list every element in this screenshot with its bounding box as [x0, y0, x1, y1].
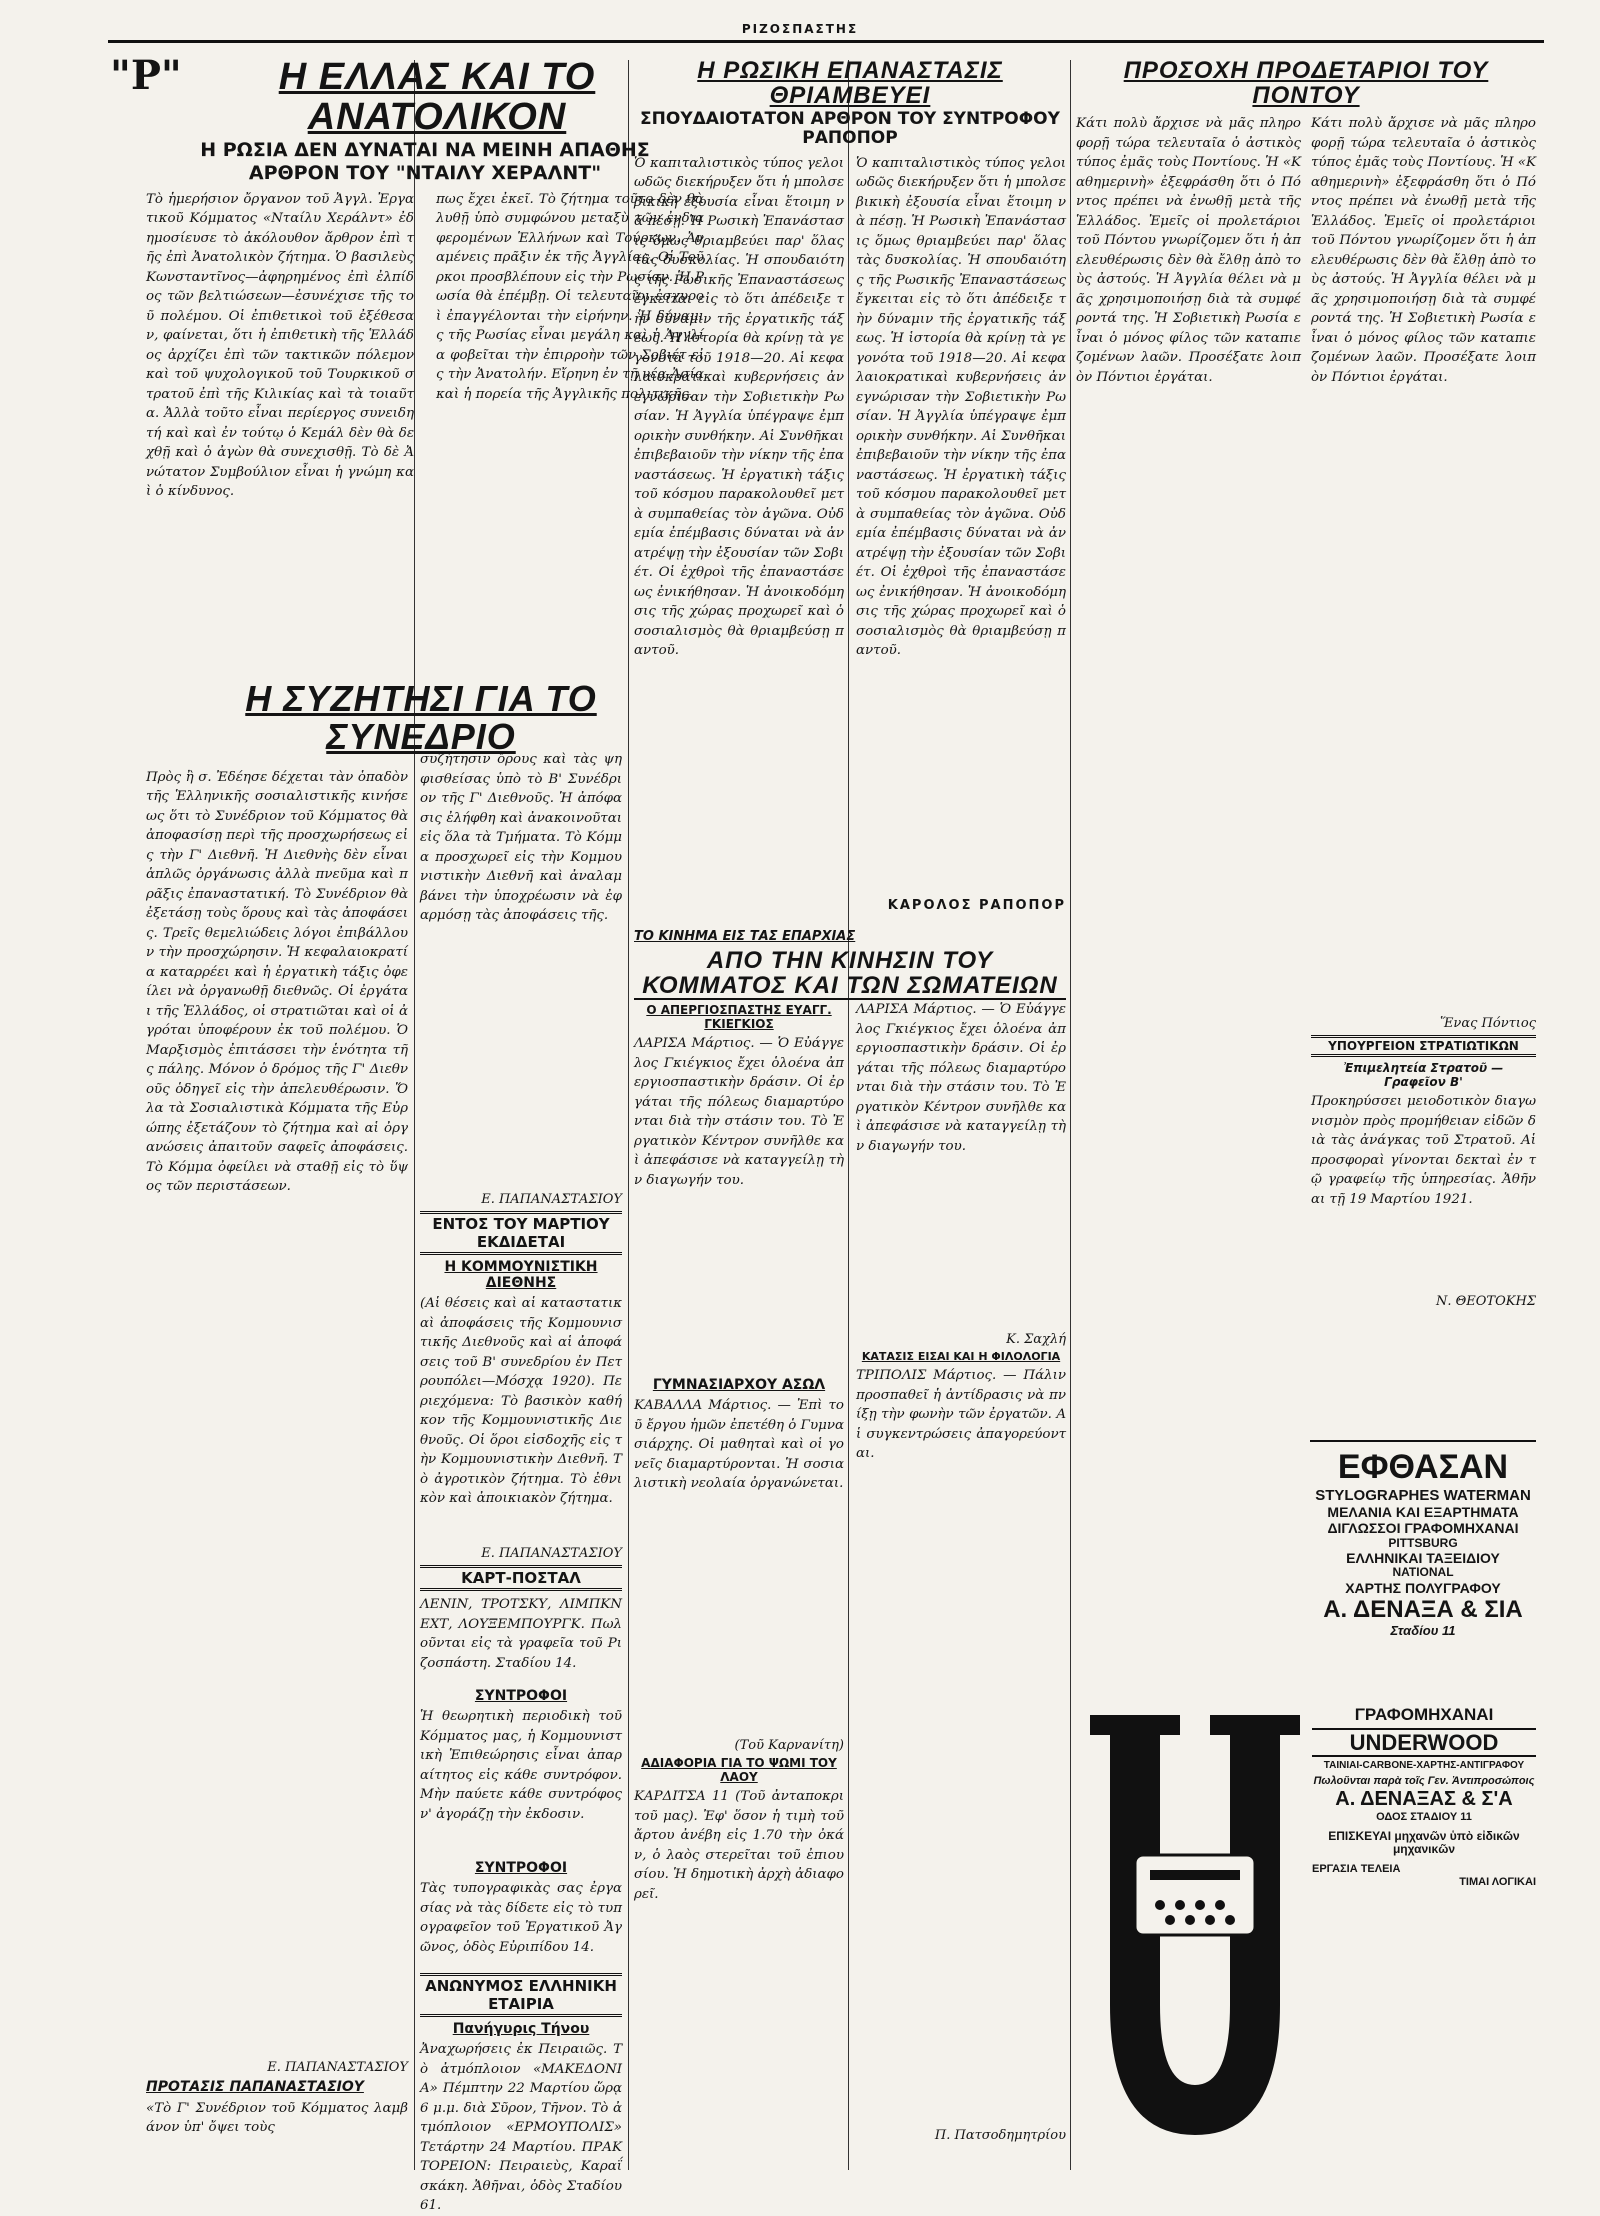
deck2: ΑΡΘΡΟΝ ΤΟΥ "ΝΤΑΙΛΥ ΧΕΡΑΛΝΤ"	[248, 161, 602, 184]
article-greece-eastern	[146, 58, 704, 670]
ad-line: Σταδίου 11	[1390, 1622, 1456, 1638]
ad-line: Α. ΔΕΝΑΞΑ & ΣΙΑ	[1323, 1596, 1523, 1624]
article-body: συζήτησιν ὅρους καὶ τὰς ψηφισθείσας ὑπὸ τὸ Β' Συνέδριον τῆς Γ' Διεθνοῦς. Ἡ ἀπόφασις ἐλήφθη καὶ ἀνακοινοῦται εἰς ὅλα τὰ Τμήματα. Τὸ Κόμμα προσχωρεῖ εἰς τὴν Κομμουνιστικὴν Διεθνῆ καὶ ἀναλαμβάνει τὴν ὑποχρέωσιν νὰ ἐφαρμόσῃ τὰς ἀποφάσεις τῆς.	[420, 752, 622, 923]
signature: Ε. ΠΑΠΑΝΑΣΤΑΣΙΟΥ	[481, 1546, 622, 1561]
underwood-u-logo	[1080, 1705, 1310, 2145]
notice-body: (Αἱ θέσεις καὶ αἱ καταστατικαὶ ἀποφάσεις τῆς Κομμουνιστικῆς Διεθνοῦς καὶ αἱ ἀποφάσεις τοῦ Β' συνεδρίου ἐν Πετρουπόλει—Μόσχᾳ 1920). Περιεχόμενα: Τὸ βασικὸν καθήκον τῆς Κομμουνιστικῆς Διεθνοῦς. Οἱ ὅροι εἰσδοχῆς εἰς τὴν Κομμουνιστικὴν Διεθνῆ. Τὸ ἀγροτικὸν ζήτημα. Τὸ ἐθνικὸν καὶ ἀποικιακὸν ζήτημα.	[420, 1296, 622, 1506]
ad-line: Πωλοῦνται παρὰ τοῖς Γεν. Ἀντιπροσώποις	[1313, 1775, 1535, 1788]
signature: Ἕνας Πόντιος	[1439, 1016, 1536, 1032]
ad-line: UNDERWOOD	[1312, 1728, 1536, 1757]
notice-subhead: Η ΚΟΜΜΟΥΝΙΣΤΙΚΗ ΔΙΕΘΝΗΣ	[444, 1259, 598, 1291]
ad-line: Α. ΔΕΝΑΞΑΣ & Σ'Α	[1335, 1787, 1513, 1810]
masthead-name: ΡΙΖΟΣΠΑΣΤΗΣ	[741, 22, 859, 36]
shipping-ad-subhead: Πανήγυρις Τήνου	[452, 2021, 590, 2037]
postcard-head: ΚΑΡΤ-ΠΟΣΤΑΛ	[420, 1565, 622, 1591]
signature: Κ. Σαχλή	[1006, 1332, 1066, 1348]
ad-line: ΜΕΛΑΝΙΑ ΚΑΙ ΕΞΑΡΤΗΜΑΤΑ	[1327, 1504, 1519, 1521]
headline: Η ΡΩΣΙΚΗ ΕΠΑΝΑΣΤΑΣΙΣ ΘΡΙΑΜΒΕΥΕΙ	[697, 57, 1003, 110]
column-2	[420, 750, 622, 2213]
comrades-body-2: Τὰς τυπογραφικὰς σας ἐργασίας νὰ τὰς δίδετε εἰς τὸ τυπογραφεῖον τοῦ Ἐργατικοῦ Ἀγῶνος, ὁδὸς Εὐριπίδου 14.	[420, 1881, 622, 1955]
section-title: ΠΡΟΤΑΣΙΣ ΠΑΠΑΝΑΣΤΑΣΙΟΥ	[146, 2078, 364, 2095]
article-russian-revolution	[634, 58, 1066, 917]
ministry-notice-head: ΥΠΟΥΡΓΕΙΟΝ ΣΤΡΑΤΙΩΤΙΚΩΝ	[1311, 1035, 1536, 1057]
kicker: ΤΟ ΚΙΝΗΜΑ ΕΙΣ ΤΑΣ ΕΠΑΡΧΙΑΣ	[634, 929, 856, 944]
masthead-rule	[108, 40, 1544, 43]
ad-line: PITTSBURG	[1388, 1535, 1458, 1550]
ad-line: ΕΡΓΑΣΙΑ ΤΕΛΕΙΑ	[1312, 1863, 1401, 1876]
report-body: ΚΑΒΑΛΛΑ Μάρτιος. — Ἐπὶ τοῦ ἔργου ἡμῶν ἐπετέθη ὁ Γυμνασιάρχης. Οἱ μαθηταὶ καὶ οἱ γονεῖς διαμαρτύρονται. Ἡ σοσιαλιστικὴ νεολαία ὀργανώνεται.	[634, 1398, 844, 1492]
article-body-cont: Ὁ καπιταλιστικὸς τύπος γελοιωδῶς διεκήρυξεν ὅτι ἡ μπολσεβικικὴ ἐξουσία εἶναι ἕτοιμη νὰ πέσῃ. Ἡ Ρωσικὴ Ἐπανάστασις ὅμως θριαμβεύει παρ' ὅλας τὰς δυσκολίας. Ἡ σπουδαιότης τῆς Ρωσικῆς Ἐπαναστάσεως ἔγκειται εἰς τὸ ὅτι ἀπέδειξε τὴν δύναμιν τῆς ἐργατικῆς τάξεως. Ἡ ἱστορία θὰ κρίνῃ τὰ γεγονότα τοῦ 1918—20. Αἱ κεφαλαιοκρατικαὶ κυβερνήσεις ἀνεγνώρισαν τὴν Σοβιετικὴν Ρωσίαν. Ἡ Ἀγγλία ὑπέγραψε ἐμπορικὴν συνθήκην. Αἱ Συνθῆκαι ἐπιβεβαιοῦν τὴν νίκην τῆς ἐπαναστάσεως. Ἡ ἐργατικὴ τάξις τοῦ κόσμου παρακολουθεῖ μετὰ συμπαθείας τὸν ἀγῶνα. Οὐδεμία ἐπέμβασις δύναται νὰ ἀνατρέψῃ τὴν ἐξουσίαν τῶν Σοβιέτ. Οἱ ἐχθροὶ τῆς ἐπαναστάσεως ἐνικήθησαν. Ἡ ἀνοικοδόμησις τῆς χώρας προχωρεῖ καὶ ὁ σοσιαλισμὸς θὰ θριαμβεύσῃ παντοῦ.	[856, 155, 1066, 659]
ad-line: ΤΑΙΝΙΑΙ-CARBONE-ΧΑΡΤΗΣ-ΑΝΤΙΓΡΑΦΟΥ	[1323, 1759, 1525, 1771]
subhead: Ο ΑΠΕΡΓΙΟΣΠΑΣΤΗΣ ΕΥΑΓΓ. ΓΚΙΕΓΚΙΟΣ	[646, 1003, 832, 1032]
waterman-ad	[1310, 1440, 1536, 1639]
ad-line: ΕΦΘΑΣΑΝ	[1337, 1448, 1509, 1486]
ad-line: NATIONAL	[1392, 1565, 1454, 1580]
comrades-head: ΣΥΝΤΡΟΦΟΙ	[474, 1688, 568, 1704]
report-body: ΚΑΡΔΙΤΣΑ 11 (Τοῦ ἀνταποκριτοῦ μας). Ἐφ' ὅσον ἡ τιμὴ τοῦ ἄρτου ἀνέβη εἰς 1.70 τὴν ὀκάν, ὁ λαὸς στερεῖται τοῦ ἐπιουσίου. Ἡ δημοτικὴ ἀρχὴ ἀδιαφορεῖ.	[634, 1789, 844, 1902]
comrades-body: Ἡ θεωρητικὴ περιοδικὴ τοῦ Κόμματος μας, ἡ Κομμουνιστικὴ Ἐπιθεώρησις εἶναι ἀπαραίτητος εἰς κάθε συντρόφον. Μὴν παύετε κάθε συντρόφος ν' ἀγοράζῃ τὴν ἐκδοσιν.	[420, 1709, 622, 1822]
ad-line: ΕΛΛΗΝΙΚΑΙ ΤΑΞΕΙΔΙΟΥ	[1346, 1550, 1500, 1567]
ad-line: ΔΙΓΛΩΣΣΟΙ ΓΡΑΦΟΜΗΧΑΝΑΙ	[1327, 1520, 1519, 1537]
ad-line: ΟΔΟΣ ΣΤΑΔΙΟΥ 11	[1376, 1810, 1472, 1823]
signature: (Τοῦ Καρνανίτη)	[734, 1738, 844, 1754]
headline: ΠΡΟΣΟΧΗ ΠΡΟΔΕΤΑΡΙΟΙ ΤΟΥ ΠΟΝΤΟΥ	[1123, 57, 1489, 110]
signature: Ε. ΠΑΠΑΝΑΣΤΑΣΙΟΥ	[481, 1192, 622, 1207]
subhead: ΓΥΜΝΑΣΙΑΡΧΟΥ ΑΣΩΛ	[652, 1377, 826, 1394]
shipping-ad-body: Ἀναχωρήσεις ἐκ Πειραιῶς. Τὸ ἀτμόπλοιον «ΜΑΚΕΔΟΝΙΑ» Πέμπτην 22 Μαρτίου ὥρᾳ 6 μ.μ. διὰ Σῦρον, Τῆνον. Τὸ ἀτμόπλοιον «ΕΡΜΟΥΠΟΛΙΣ» Τετάρτην 24 Μαρτίου. ΠΡΑΚΤΟΡΕΙΟΝ: Πειραιεὺς, Καραΐσκάκη. Ἀθῆναι, ὁδὸς Σταδίου 61.	[420, 2042, 622, 2213]
ministry-notice-body: Προκηρύσσει μειοδοτικὸν διαγωνισμὸν πρὸς προμήθειαν εἰδῶν διὰ τὰς ἀνάγκας τοῦ Στρατοῦ. Αἱ προσφοραὶ γίνονται δεκταὶ ἐν τῷ γραφείῳ τῆς ὑπηρεσίας. Ἀθῆναι τῇ 19 Μαρτίου 1921.	[1311, 1094, 1536, 1207]
ad-line: ΧΑΡΤΗΣ ΠΟΛΥΓΡΑΦΟΥ	[1345, 1580, 1501, 1597]
deck: ΣΠΟΥΔΑΙΟΤΑΤΟΝ ΑΡΘΡΟΝ ΤΟΥ ΣΥΝΤΡΟΦΟΥ ΡΑΠΟΠΟΡ	[640, 109, 1060, 149]
signature: Ε. ΠΑΠΑΝΑΣΤΑΣΙΟΥ	[267, 2059, 408, 2075]
section-body: «Τὸ Γ' Συνέδριον τοῦ Κόμματος λαμβάνον ὑπ' ὄψει τοὺς	[146, 2100, 408, 2136]
ad-line: ΤΙΜΑΙ ΛΟΓΙΚΑΙ	[1459, 1875, 1536, 1888]
column-rule	[1070, 60, 1071, 2170]
article-body-cont: πως ἔχει ἐκεῖ. Τὸ ζήτημα τοῦτο δὲν θὰ λυθῇ ὑπὸ συμφώνου μεταξὺ τῶν ἐνδιαφερομένων Ἑλλήνων καὶ Τούρκων. Ἀναμένεις πρᾶξιν ἐκ τῆς Ἀγγλίας. Οἱ Τοῦρκοι προσβλέπουν εἰς τὴν Ρωσίαν. Ἡ Ρωσία θὰ ἐπέμβῃ. Οἱ τελευταῖοι ἐσχυροὶ ἐπαγγέλονται τὴν εἰρήνην. Ἡ δύναμις τῆς Ρωσίας εἶναι μεγάλη καὶ ἡ Ἀγγλία φοβεῖται τὴν ἐπιρροὴν τῶν Σοβιέτ εἰς τὴν Ἀνατολήν. Εἴρηνη ἐν τῇ νέᾳ Ἀσίᾳ καὶ ἡ πορεία τῆς Ἀγγλικῆς πολιτικῆς.	[436, 191, 704, 402]
ministry-notice-subhead: Ἐπιμελητεία Στρατοῦ — Γραφεῖον Β'	[1343, 1061, 1504, 1090]
article-body: Τὸ ἡμερήσιον ὄργανον τοῦ Ἀγγλ. Ἐργατικοῦ Κόμματος «Νταίλυ Χεράλντ» ἐδημοσίευσε τὸ ἀκόλουθον ἄρθρον ἐπὶ τῆς ἐπὶ Ἀνατολικὸν ζήτημα. Ὁ βασιλεὺς Κωνσταντῖνος—ἀφηρημένος ἐπὶ ἐλπίδος τῶν βελτιώσεων—ἐσυνέχισε τῆς τοῦ πολέμου. Οἱ ἐπιθετικοὶ τοῦ ἐξέθεσαν, φαίνεται, ὅτι ἡ ἐπιθετικὴ τῆς Ἑλλάδος ἀρχίζει ἐπὶ τῶν τακτικῶν πόλεμον καὶ τοῦ ψυχολογικοῦ τοῦ Τουρκικοῦ στρατοῦ ἐπὶ τῆς Κιλικίας καὶ τὰ τοιαῦτα. Ἀλλὰ τοῦτο εἶναι περίεργος συνειδητή καὶ καὶ ἐν τούτῳ ὁ Κεμάλ δὲν θὰ δεχθῇ καὶ ὁ ἀγὼν θὰ συνεχισθῇ. Τὸ δὲ Ἀνώτατον Συμβούλιον εἶναι ἡ γνώμη καὶ ὁ κίνδυνος.	[146, 191, 414, 500]
report-body: ΤΡΙΠΟΛΙΣ Μάρτιος. — Πάλιν προσπαθεῖ ἡ ἀντίδρασις νὰ πνίξῃ τὴν φωνὴν τῶν ἐργατῶν. Αἱ συγκεντρώσεις ἀπαγορεύονται.	[856, 1368, 1066, 1462]
article-party-movement	[634, 925, 1066, 2207]
article-pontus	[1076, 58, 1536, 1674]
deck: Η ΡΩΣΙΑ ΔΕΝ ΔΥΝΑΤΑΙ ΝΑ ΜΕΙΝΗ ΑΠΑΘΗΣ	[200, 138, 650, 161]
ad-line: STYLOGRAPHES WATERMAN	[1315, 1487, 1531, 1505]
ad-line: ΕΠΙΣΚΕΥΑΙ μηχανῶν ὑπὸ εἰδικῶν μηχανικῶν	[1328, 1828, 1520, 1857]
headline: Η ΕΛΛΑΣ ΚΑΙ ΤΟ ΑΝΑΤΟΛΙΚΟΝ	[278, 56, 596, 138]
subhead: ΑΔΙΑΦΟΡΙΑ ΓΙΑ ΤΟ ΨΩΜΙ ΤΟΥ ΛΑΟΥ	[641, 1756, 837, 1785]
subhead: ΚΑΤΑΣΙΣ ΕΙΣΑΙ ΚΑΙ Η ΦΙΛΟΛΟΓΙΑ	[861, 1350, 1061, 1364]
report-body: ΛΑΡΙΣΑ Μάρτιος. — Ὁ Εὐάγγελος Γκιέγκιος ἔχει ὁλοένα ἀπεργιοσπαστικὴν δράσιν. Οἱ ἐργάται τῆς πόλεως διαμαρτύρονται διὰ τὴν στάσιν του. Τὸ Ἐργατικὸν Κέντρον συνῆλθε καὶ ἀπεφάσισε νὰ καταγγείλῃ τὴν διαγωγήν του.	[634, 1036, 844, 1188]
shipping-ad-head: ΑΝΩΝΥΜΟΣ ΕΛΛΗΝΙΚΗ ΕΤΑΙΡΙΑ	[420, 1973, 622, 2017]
headline: Η ΣΥΖΗΤΗΣΙ ΓΙΑ ΤΟ ΣΥΝΕΔΡΙΟ	[245, 678, 597, 757]
postcard-body: ΛΕΝΙΝ, ΤΡΟΤΣΚΥ, ΛΙΜΠΚΝΕΧΤ, ΛΟΥΞΕΜΠΟΥΡΓΚ. Πωλοῦνται εἰς τὰ γραφεῖα τοῦ Ριζοσπάστη. Σταδίου 14.	[420, 1597, 622, 1671]
signature: Π. Πατσοδημητρίου	[934, 2128, 1066, 2144]
headline: ΑΠΟ ΤΗΝ ΚΙΝΗΣΙΝ ΤΟΥ ΚΟΜΜΑΤΟΣ ΚΑΙ ΤΩΝ ΣΩΜΑΤΕΙΩΝ	[634, 948, 1066, 1000]
article-body: Κάτι πολὺ ἄρχισε νὰ μᾶς πληροφορῇ τώρα τελευταῖα ὁ ἀστικὸς τύπος ἐμᾶς τοὺς Ποντίους. Ἡ «Καθημερινὴ» ἐξεφράσθη ὅτι ὁ Πόντος πρέπει νὰ ἐνωθῇ μετὰ τῆς Ἑλλάδος. Ἐμεῖς οἱ προλετάριοι τοῦ Πόντου γνωρίζομεν ὅτι ἡ ἀπελευθέρωσις δὲν θὰ ἔλθῃ ἀπὸ τοὺς ἀστούς. Ἡ Ἀγγλία θέλει νὰ μᾶς χρησιμοποιήσῃ διὰ τὰ συμφέροντά της. Ἡ Σοβιετικὴ Ρωσία εἶναι ὁ μόνος φίλος τῶν καταπιεζομένων λαῶν. Προσέξατε λοιπὸν Πόντιοι ἐργάται.	[1076, 116, 1301, 385]
byline: ΚΑΡΟΛΟΣ ΡΑΠΟΠΟΡ	[887, 897, 1066, 913]
article-body: Πρὸς ἢ σ. Ἐδέησε δέχεται τὰν ὁπαδὸν τῆς Ἑλληνικῆς σοσιαλιστικῆς κινήσεως ὅτι τὸ Συνέδριον τοῦ Κόμματος θὰ ἀποφασίσῃ περὶ τῆς προσχωρήσεως εἰς τὴν Γ' Διεθνῆ. Ἡ Διεθνὴς δὲν εἶναι ἁπλῶς ὀργάνωσις ἀλλὰ πνεῦμα καὶ πρᾶξις ἐπαναστατική. Τὸ Συνέδριον θὰ ἐξετάσῃ τοὺς ὅρους καὶ τὰς ἀποφάσεις. Τρεῖς θεμελιώδεις λόγοι ἐπιβάλλουν τὴν προσχώρησιν. Ἡ κεφαλαιοκρατία καταρρέει καὶ ἡ ἐργατικὴ τάξις ὀφείλει νὰ ὀργανωθῇ διεθνῶς. Οἱ ἐργάται τῆς Ἑλλάδος, οἱ στρατιῶται καὶ οἱ ἀγρόται ὑποφέρουν ἐκ τοῦ πολέμου. Ὁ Μαρξισμὸς ἐπιτάσσει τὴν ἑνότητα τῆς πάλης. Μόνον ὁ δρόμος τῆς Γ' Διεθνοῦς ὁδηγεῖ εἰς τὴν ἀπελευθέρωσιν. Ὅλα τὰ Σοσιαλιστικὰ Κόμματα τῆς Εὐρώπης ἐξετάζουν τὸ ζήτημα καὶ αἱ ὀργανώσεις ἀπαιτοῦν σαφεῖς ἀποφάσεις. Τὸ Κόμμα ὀφείλει νὰ σταθῇ εἰς τὸ ὕψος τῶν περιστάσεων.	[146, 769, 408, 1195]
comrades-head-2: ΣΥΝΤΡΟΦΟΙ	[474, 1860, 568, 1876]
page-mark: "Ρ"	[110, 52, 182, 99]
typewriter-icon	[1135, 1855, 1255, 1935]
signature: Ν. ΘΕΟΤΟΚΗΣ	[1435, 1294, 1536, 1310]
underwood-ad	[1080, 1705, 1536, 2145]
article-body: Ὁ καπιταλιστικὸς τύπος γελοιωδῶς διεκήρυξεν ὅτι ἡ μπολσεβικικὴ ἐξουσία εἶναι ἕτοιμη νὰ πέσῃ. Ἡ Ρωσικὴ Ἐπανάστασις ὅμως θριαμβεύει παρ' ὅλας τὰς δυσκολίας. Ἡ σπουδαιότης τῆς Ρωσικῆς Ἐπαναστάσεως ἔγκειται εἰς τὸ ὅτι ἀπέδειξε τὴν δύναμιν τῆς ἐργατικῆς τάξεως. Ἡ ἱστορία θὰ κρίνῃ τὰ γεγονότα τοῦ 1918—20. Αἱ κεφαλαιοκρατικαὶ κυβερνήσεις ἀνεγνώρισαν τὴν Σοβιετικὴν Ρωσίαν. Ἡ Ἀγγλία ὑπέγραψε ἐμπορικὴν συνθήκην. Αἱ Συνθῆκαι ἐπιβεβαιοῦν τὴν νίκην τῆς ἐπαναστάσεως. Ἡ ἐργατικὴ τάξις τοῦ κόσμου παρακολουθεῖ μετὰ συμπαθείας τὸν ἀγῶνα. Οὐδεμία ἐπέμβασις δύναται νὰ ἀνατρέψῃ τὴν ἐξουσίαν τῶν Σοβιέτ. Οἱ ἐχθροὶ τῆς ἐπαναστάσεως ἐνικήθησαν. Ἡ ἀνοικοδόμησις τῆς χώρας προχωρεῖ καὶ ὁ σοσιαλισμὸς θὰ θριαμβεύσῃ παντοῦ.	[634, 155, 844, 659]
ad-line: ΓΡΑΦΟΜΗΧΑΝΑΙ	[1354, 1705, 1494, 1724]
notice-head: ΕΝΤΟΣ ΤΟΥ ΜΑΡΤΙΟΥ ΕΚΔΙΔΕΤΑΙ	[420, 1211, 622, 1255]
article-body-cont: Κάτι πολὺ ἄρχισε νὰ μᾶς πληροφορῇ τώρα τελευταῖα ὁ ἀστικὸς τύπος ἐμᾶς τοὺς Ποντίους. Ἡ «Καθημερινὴ» ἐξεφράσθη ὅτι ὁ Πόντος πρέπει νὰ ἐνωθῇ μετὰ τῆς Ἑλλάδος. Ἐμεῖς οἱ προλετάριοι τοῦ Πόντου γνωρίζομεν ὅτι ἡ ἀπελευθέρωσις δὲν θὰ ἔλθῃ ἀπὸ τοὺς ἀστούς. Ἡ Ἀγγλία θέλει νὰ μᾶς χρησιμοποιήσῃ διὰ τὰ συμφέροντά της. Ἡ Σοβιετικὴ Ρωσία εἶναι ὁ μόνος φίλος τῶν καταπιεζομένων λαῶν. Προσέξατε λοιπὸν Πόντιοι ἐργάται.	[1311, 116, 1536, 385]
report-body: ΛΑΡΙΣΑ Μάρτιος. — Ὁ Εὐάγγελος Γκιέγκιος ἔχει ὁλοένα ἀπεργιοσπαστικὴν δράσιν. Οἱ ἐργάται τῆς πόλεως διαμαρτύρονται διὰ τὴν στάσιν του. Τὸ Ἐργατικὸν Κέντρον συνῆλθε καὶ ἀπεφάσισε νὰ καταγγείλῃ τὴν διαγωγήν του.	[856, 1002, 1066, 1154]
